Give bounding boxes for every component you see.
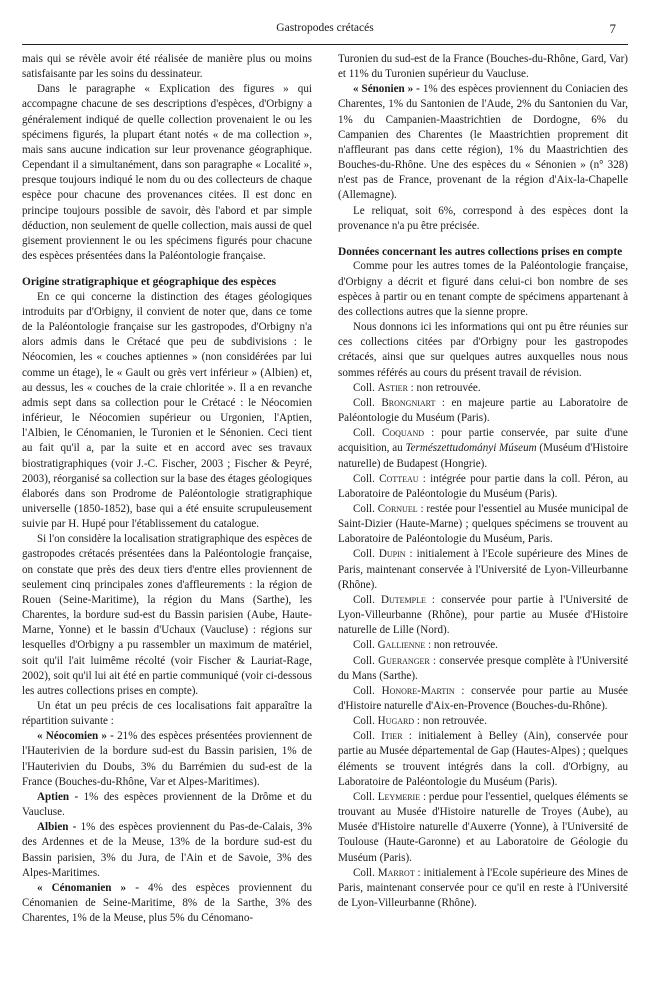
collection-text: : initialement à l'Ecole supérieure des Mines de Paris, maintenant conservée pour ce qu'il en reste à l'Université de Lyon-Villeurbanne (Rhône). — [338, 866, 628, 910]
stage-item-albien — [22, 820, 312, 881]
paragraph-continuation: Turonien du sud-est de la France (Bouches-du-Rhône, Gard, Var) et 11% du Turonien supérieur du Vaucluse. — [338, 53, 628, 81]
collection-name: Gueranger — [378, 654, 430, 667]
collection-prefix: Coll. — [353, 639, 378, 652]
stage-label: « Sénonien » - — [353, 83, 420, 96]
collection-text: : non retrouvée. — [407, 381, 481, 394]
section-heading-collections: Données concernant les autres collections prises en compte — [338, 245, 623, 258]
collection-name: Honore-Martin — [381, 684, 455, 697]
collection-name: Dupin — [378, 548, 406, 561]
collection-prefix: Coll. — [353, 730, 382, 743]
paragraph-collections-info: Nous donnons ici les informations qui ont pu être réunies sur ces collections citées par d'Orbigny pour les gastropodes crétacés, ainsi que sur quelques autres auxquelles nous nous sommes référés au cours du présent travail de révision. — [338, 321, 628, 379]
collection-text: : perdue pour l'essentiel, quelques éléments se trouvant au Musée d'Histoire naturelle de Troyes (Aube), au Musée d'Histoire naturelle d'Auxerre (Yonne), à l'Université de Toulouse (Haute-Garonne) et au Laboratoire de Géologie du Muséum (Paris). — [338, 790, 628, 864]
collection-prefix: Coll. — [353, 593, 381, 606]
collection-entry — [338, 472, 628, 502]
collection-entry — [338, 426, 628, 471]
paragraph-localisation: Si l'on considère la localisation stratigraphique des espèces de gastropodes crétacés présentées dans la Paléontologie française, on constate que près des deux tiers d'entre elles proviennent de seulement cinq principales zones d'affleurements : la région de Rouen (Seine-Maritime), la région du Mans (Sarthe), les Charentes, la bordure sud-est du Bassin parisien (Aube, Haute-Marne, Yonne) et le bassin d'Uchaux (Vaucluse) : régions sur lesquelles d'Orbigny a pu rassembler un maximum de matériel, soit qu'il l'ait luimême récolté (voir Fischer & Lauriat-Rage, 2002), soit qu'il lui ait été en partie communiqué (voir ci-dessous les autres collections prises en compte). — [22, 533, 312, 697]
stage-text: 1% des espèces proviennent du Coniacien des Charentes, 1% du Santonien de l'Aude, 2% du Santonien du Var, 1% du Campanien-Maastrichtien de Dordogne, 6% du Campanien des Charentes (le Maastrichtien proprement dit n'affleurant pas dans cette région), 1% du Maastrichtien des Bouches-du-Rhône. Une des espèces du « Sénonien » (n° 328) n'est pas de France, provenant de la région d'Aix-la-Chapelle (Allemagne). — [338, 83, 628, 202]
running-title: Gastropodes crétacés — [276, 22, 374, 34]
stage-item-cenomanien — [22, 881, 312, 926]
stage-label: Aptien - — [37, 790, 79, 803]
stage-text: 1% des espèces proviennent de la Drôme et du Vaucluse. — [22, 790, 312, 819]
collection-prefix: Coll. — [353, 548, 379, 561]
collection-text: : conservée pour partie à l'Université de Lyon-Villeurbanne (Rhône), pour partie au Musée d'Histoire naturelle de Lille (Nord). — [338, 593, 628, 637]
stage-label: « Néocomien » - — [37, 730, 114, 743]
collection-prefix: Coll. — [353, 502, 378, 515]
collection-name: Gallienne — [377, 639, 426, 652]
collection-entry — [338, 714, 628, 729]
left-column — [22, 52, 312, 926]
stage-label: Albien - — [37, 821, 77, 834]
collection-name: Brongniart — [381, 396, 436, 409]
collection-name: Dutemple — [380, 593, 426, 606]
collection-text: : initialement à Belley (Ain), conservée pour partie au Musée départemental de Gap (Hautes-Alpes) ; quelques éléments se trouvent intégrés dans la coll. d'Orbigny, au Laboratoire de Paléontologie du Muséum (Paris). — [338, 730, 628, 788]
paragraph-collections-intro: Comme pour les autres tomes de la Paléontologie française, d'Orbigny a décrit et figuré dans celui-ci bon nombre de ses espèces à partir ou en tenant compte de spécimens appartenant à des collections autres que la sienne propre. — [338, 260, 628, 318]
collection-name: Marrot — [377, 866, 415, 879]
paragraph-etages: En ce qui concerne la distinction des étages géologiques introduits par d'Orbigny, il convient de noter que, dans ce tome de la Paléontologie française sur les gastropodes, d'Orbigny n'a alors admis dans le Crétacé que peu de subdivisions : le Néocomien, les « couches aptiennes » (non considérées par lui comme un étage), le « Gault ou grès vert inférieur » (Albien) et, au dessus, les « couches de la craie chloritée ». Il a en revanche admis sept dans sa collection pour le Crétacé : le Néocomien inférieur, le Néocomien supérieur ou Urgonien, l'Aptien, l'Albien, le Cénomanien, le Turonien et le Sénonien. Ceci tient au fait qu'il a, par la suite et en accord avec ses travaux biostratigraphiques (voir J.-C. Fischer, 2003 ; Fischer & Peyré, 2003), réorganisé sa collection sur la base des étages géologiques élaborés dans son Prodrome de Paléontologie stratigraphique universelle (1850-1852), base qui a été ensuite scrupuleusement suivie par H. Hupé pour l'établissement du catalogue. — [22, 290, 312, 531]
collection-entry — [338, 866, 628, 911]
stage-text: 4% des espèces proviennent du Cénomanien de Seine-Maritime, 8% de la Sarthe, 3% des Charentes, 1% de la Meuse, plus 5% du Cénomano- — [22, 881, 312, 925]
collection-text: : conservée presque complète à l'Université du Mans (Sarthe). — [338, 654, 628, 682]
collection-prefix: Coll. — [353, 715, 378, 728]
collection-prefix: Coll. — [353, 790, 378, 803]
collection-italic-name: Természettudományi Múseum — [405, 442, 537, 455]
collections-list — [338, 381, 628, 911]
right-column — [338, 52, 628, 911]
collection-entry — [338, 381, 628, 396]
collection-prefix: Coll. — [353, 472, 380, 485]
collection-name: Cotteau — [379, 472, 419, 485]
paragraph-continuation: mais qui se révèle avoir été réalisée de manière plus ou moins satisfaisante par les soins du dessinateur. — [22, 53, 312, 81]
collection-text: : restée pour l'essentiel au Musée municipal de Saint-Dizier (Haute-Marne) ; quelques spécimens se trouvent au Laboratoire de Paléontologie du Muséum, Paris. — [338, 502, 628, 546]
collection-name: Cornuel — [377, 502, 418, 515]
collection-entry — [338, 593, 628, 638]
collection-prefix: Coll. — [353, 684, 382, 697]
collection-text: : initialement à l'Ecole supérieure des Mines de Paris, maintenant conservée à l'Université de Lyon-Villeurbanne (Rhône). — [338, 548, 628, 591]
collection-name: Itier — [381, 730, 403, 743]
paragraph-explication-figures: Dans le paragraphe « Explication des figures » qui accompagne chacune de ses descriptions d'espèces, d'Orbigny a généralement indiqué de quelle collection provenaient le ou les spécimens figurés, la plupart étant notés « de ma collection », mais sans aucune indication sur leur provenance géographique. Cependant il a simultanément, dans son paragraphe « Localité », presque toujours indiqué le nom du ou des collecteurs de chaque espèce pour chacune des provenances citées. Il est donc en principe toujours possible de savoir, dès l'abord et par simple déduction, non seulement de quelle collection, mais aussi de quel gisement proviennent le ou les spécimens figurés pour chacune des espèces présentées dans la Paléontologie française. — [22, 83, 312, 263]
collection-text: : non retrouvée. — [425, 639, 498, 652]
collection-prefix: Coll. — [353, 381, 378, 394]
stage-text: 21% des espèces présentées proviennent de l'Hauterivien de la bordure sud-est du Bassin parisien, 1% de l'Hauterivien du Doubs, 3% du Barrémien du sud-est de la France (Bouches-du-Rhône, Var et Alpes-Maritimes). — [22, 730, 312, 788]
collection-text: : conservée pour partie au Musée d'Histoire naturelle d'Aix-en-Provence (Bouches-du-Rhône). — [338, 684, 628, 712]
collection-entry — [338, 684, 628, 714]
collection-name: Hugard — [377, 715, 415, 728]
collection-name: Astier — [377, 381, 408, 394]
collection-text: : intégrée pour partie dans la coll. Péron, au Laboratoire de Paléontologie du Muséum (Paris). — [338, 472, 628, 500]
collection-text: : en majeure partie au Laboratoire de Paléontologie du Muséum (Paris). — [338, 396, 628, 425]
paragraph-repartition-intro: Un état un peu précis de ces localisations fait apparaître la répartition suivante : — [22, 700, 312, 728]
collection-prefix: Coll. — [353, 654, 379, 667]
stage-text: 1% des espèces proviennent du Pas-de-Calais, 3% des Ardennes et de la Meuse, 13% de la bordure sud-est du Bassin parisien, 3% du Jura, de l'Ain et de Savoie, 3% des Alpes-Maritimes. — [22, 821, 312, 879]
page-header — [0, 22, 650, 42]
stage-label: « Cénomanien » - — [37, 881, 139, 894]
header-rule — [22, 44, 628, 45]
collection-entry — [338, 547, 628, 592]
collection-entry — [338, 396, 628, 426]
collection-text: (Muséum d'Histoire naturelle) de Budapest (Hongrie). — [338, 442, 629, 470]
collection-prefix: Coll. — [353, 866, 378, 879]
paragraph-reliquat: Le reliquat, soit 6%, correspond à des espèces dont la provenance n'a pu être précisée. — [338, 204, 628, 232]
collection-entry — [338, 654, 628, 684]
collection-prefix: Coll. — [353, 396, 382, 409]
collection-entry — [338, 502, 628, 547]
collection-name: Leymerie — [377, 790, 421, 803]
collection-text: : non retrouvée. — [414, 715, 487, 728]
stage-item-aptien — [22, 790, 312, 820]
collection-prefix: Coll. — [353, 427, 382, 440]
collection-entry — [338, 638, 628, 653]
collection-text: : pour partie conservée, par suite d'une acquisition, au — [338, 427, 628, 455]
stage-item-senonien — [338, 82, 628, 203]
page-number: 7 — [609, 21, 616, 36]
collection-name: Coquand — [381, 427, 425, 440]
collection-entry — [338, 790, 628, 866]
collection-entry — [338, 729, 628, 790]
stage-item-neocomien — [22, 729, 312, 790]
section-heading-origine: Origine stratigraphique et géographique des espèces — [22, 276, 277, 289]
